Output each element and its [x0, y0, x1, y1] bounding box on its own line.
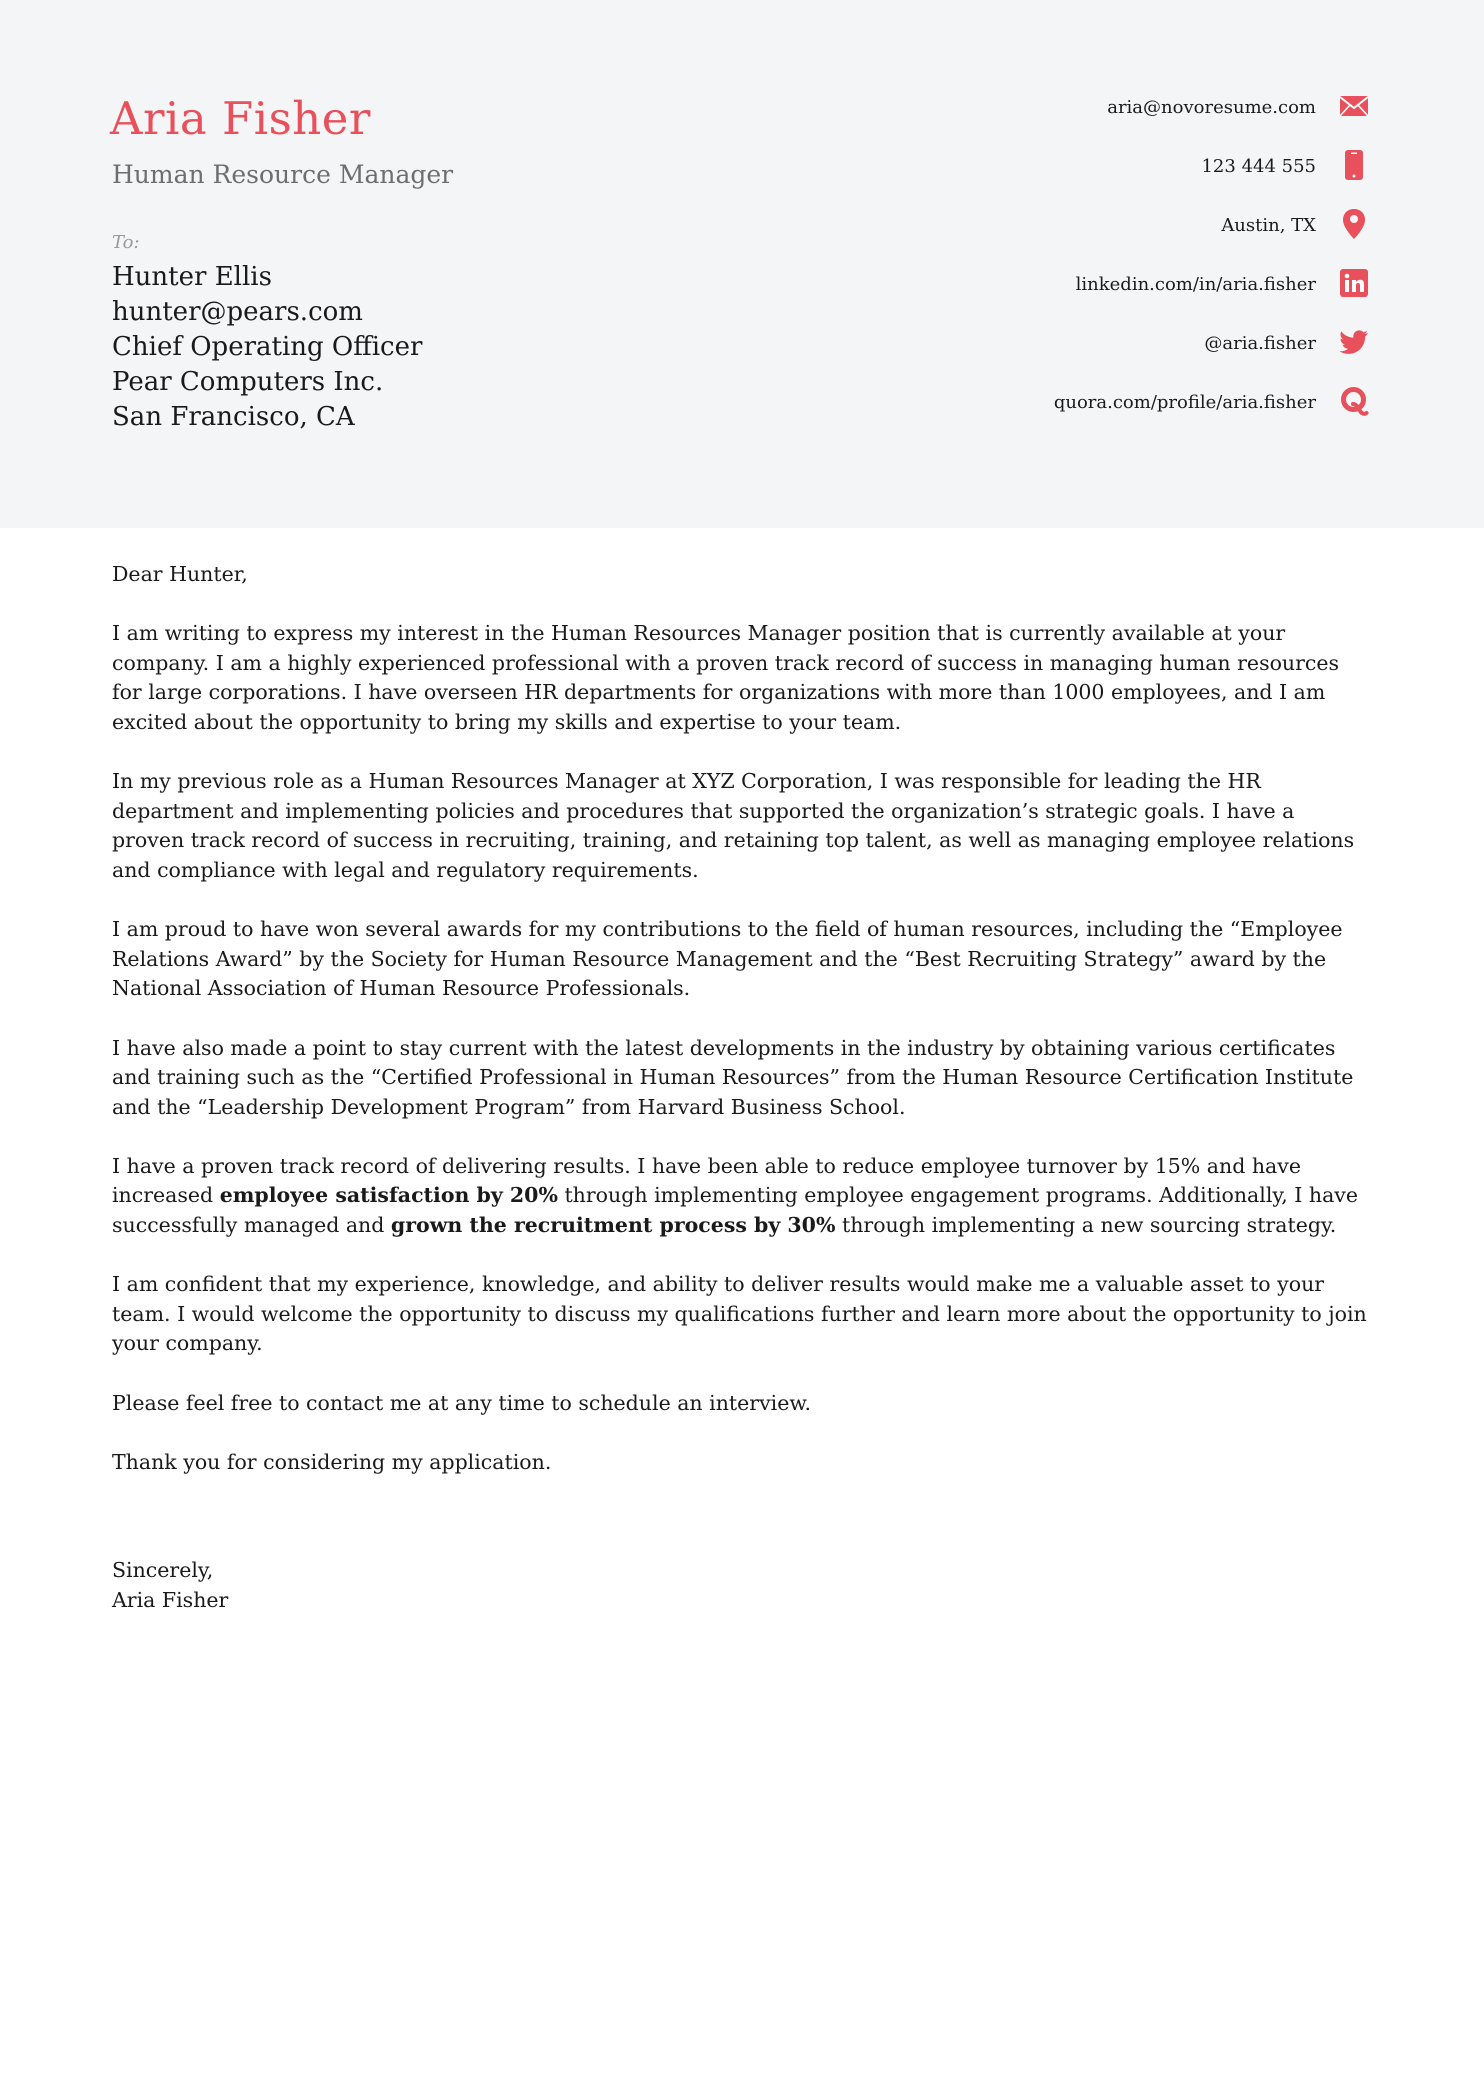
results-text-e: through implementing a new sourcing strategy. — [835, 1213, 1337, 1238]
paragraph-confidence: I am confident that my experience, knowledge, and ability to deliver results would make me a valuable asset to your team. I would welcome the opportunity to discuss my qualifications further and learn more about the opportunity to join your company. — [112, 1272, 1367, 1356]
recipient-location: San Francisco, CA — [112, 402, 355, 432]
twitter-icon — [1338, 326, 1370, 358]
applicant-name: Aria Fisher — [110, 92, 371, 145]
contact-phone[interactable] — [670, 149, 1370, 189]
contact-email-text[interactable]: aria@novoresume.com — [1107, 97, 1316, 118]
to-label: To: — [112, 232, 140, 253]
paragraph-thanks: Thank you for considering my application. — [112, 1449, 552, 1474]
paragraph-results — [112, 1152, 1372, 1241]
linkedin-icon — [1338, 267, 1370, 299]
phone-icon — [1338, 149, 1370, 181]
paragraph-intro: I am writing to express my interest in the Human Resources Manager position that is currently available at your company. I am a highly experienced professional with a proven track record of success in managing human resources for large corporations. I have overseen HR departments for organizations with more than 1000 employees, and I am excited about the opportunity to bring my skills and expertise to your team. — [112, 621, 1340, 734]
recipient-email: hunter@pears.com — [112, 297, 363, 327]
results-highlight-satisfaction: employee satisfaction by 20% — [219, 1183, 558, 1208]
location-pin-icon — [1338, 208, 1370, 240]
contact-quora-text[interactable]: quora.com/profile/aria.fisher — [1053, 392, 1316, 413]
results-text-c: through implementing employee engagement programs. Additionally, I have successfully managed and — [112, 1183, 1359, 1238]
contact-linkedin-text[interactable]: linkedin.com/in/aria.fisher — [1075, 274, 1316, 295]
contact-linkedin[interactable] — [670, 267, 1370, 307]
signature-name: Aria Fisher — [112, 1587, 229, 1612]
recipient-company: Pear Computers Inc. — [112, 367, 384, 397]
results-text-a: I have a proven track record of delivering results. I have been able to reduce employee turnover by 15% and have increased — [112, 1153, 1301, 1208]
letter-body — [112, 560, 1372, 1507]
contact-twitter[interactable] — [670, 326, 1370, 366]
greeting: Dear Hunter, — [112, 562, 248, 586]
recipient-title: Chief Operating Officer — [112, 332, 423, 362]
envelope-icon — [1338, 90, 1370, 122]
contact-twitter-text[interactable]: @aria.fisher — [1204, 333, 1316, 354]
paragraph-previous-role: In my previous role as a Human Resources Manager at XYZ Corporation, I was responsible for leading the HR department and implementing policies and procedures that supported the organization’s strategic goals. I have a proven track record of success in recruiting, training, and retaining top talent, as well as managing employee relations and compliance with legal and regulatory requirements. — [112, 769, 1355, 882]
recipient-name: Hunter Ellis — [112, 262, 272, 292]
recipient-block — [112, 260, 422, 435]
contact-phone-text[interactable]: 123 444 555 — [1201, 156, 1316, 177]
paragraph-certificates: I have also made a point to stay current with the latest developments in the industry by obtaining various certificates and training such as the “Certified Professional in Human Resources” from the Human Resource Certification Institute and the “Leadership Development Program” from Harvard Business School. — [112, 1035, 1354, 1119]
results-highlight-recruitment: grown the recruitment process by 30% — [390, 1213, 836, 1238]
contact-email[interactable] — [670, 90, 1370, 130]
contact-quora[interactable] — [670, 385, 1370, 425]
contact-location-text: Austin, TX — [1221, 215, 1316, 236]
closing-block — [112, 1556, 228, 1615]
paragraph-awards: I am proud to have won several awards for my contributions to the field of human resources, including the “Employee Relations Award” by the Society for Human Resource Management and the “Best Recruiting Strategy” award by the National Association of Human Resource Professionals. — [112, 917, 1343, 1001]
signoff: Sincerely, — [112, 1558, 214, 1582]
header-section — [0, 0, 1484, 528]
quora-icon — [1338, 385, 1370, 417]
applicant-role: Human Resource Manager — [112, 160, 454, 189]
paragraph-contact: Please feel free to contact me at any time to schedule an interview. — [112, 1390, 811, 1415]
contact-location — [670, 208, 1370, 248]
